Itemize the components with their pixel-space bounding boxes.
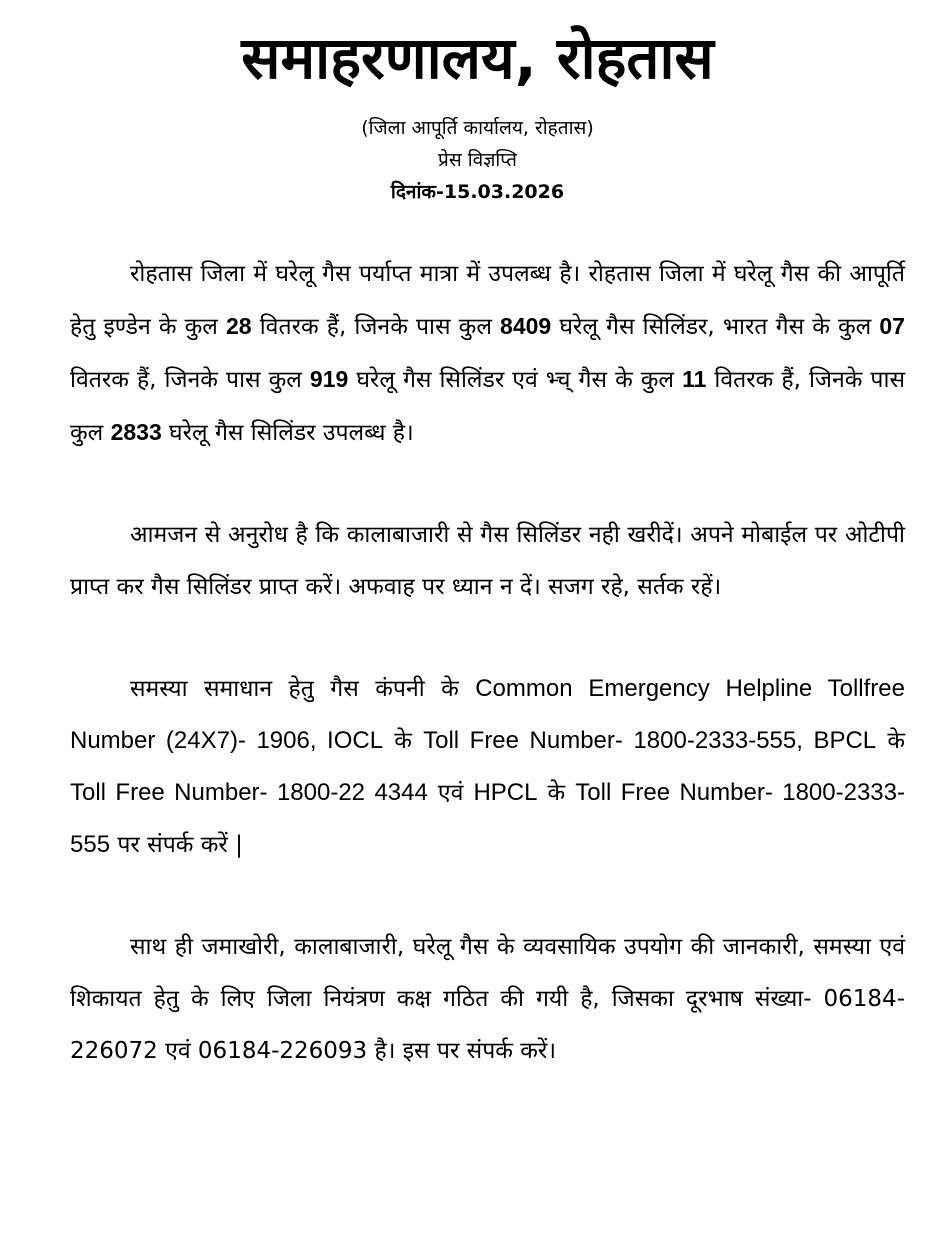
release-date: दिनांक-15.03.2026 xyxy=(390,181,565,203)
para1-text-7: घरेलू गैस सिलिंडर उपलब्ध है। xyxy=(161,420,414,446)
para1-text-6: वितरक हैं, जिनके पास कुल xyxy=(70,367,905,446)
para3-text-2: के xyxy=(383,728,424,754)
document-type: प्रेस विज्ञप्ति xyxy=(438,149,517,171)
document-title: समाहरणालय, रोहतास xyxy=(241,24,714,92)
paragraph-control-room xyxy=(70,921,905,1077)
indane-cylinder-count: 8409 xyxy=(500,313,552,339)
hpcl-tollfree-number: Toll Free Number- 1800-2333-555 xyxy=(70,779,905,858)
para1-text-5: घरेलू गैस सिलिंडर एवं भ्च् गैस के कुल xyxy=(348,367,683,393)
paragraph-gas-availability xyxy=(70,248,905,459)
para1-text-2: वितरक हैं, जिनके पास कुल xyxy=(251,314,501,340)
para2-text: आमजन से अनुरोध है कि कालाबाजारी से गैस सिलिंडर नही खरीदें। अपने मोबाईल पर ओटीपी प्राप्त कर गैस सिलिंडर प्राप्त करें। अफवाह पर ध्यान न दें। सजग रहे, सर्तक रहें। xyxy=(70,522,905,600)
paragraph-helpline-numbers xyxy=(70,663,905,871)
para3-text-4: एवं xyxy=(427,780,474,806)
indane-distributor-count: 28 xyxy=(226,313,252,339)
para3-text-6: पर संपर्क करें | xyxy=(110,832,243,858)
hpcl-label: HPCL xyxy=(473,779,538,806)
paragraph-public-appeal xyxy=(70,509,905,613)
hp-distributor-count: 11 xyxy=(682,366,707,392)
para3-text-1: समस्या समाधान हेतु गैस कंपनी के xyxy=(130,676,476,702)
hp-cylinder-count: 2833 xyxy=(110,419,162,445)
bpcl-tollfree-number: Toll Free Number- 1800-22 4344 xyxy=(70,779,428,806)
para3-text-3: के xyxy=(876,728,905,754)
para4-text: साथ ही जमाखोरी, कालाबाजारी, घरेलू गैस के व्यवसायिक उपयोग की जानकारी, समस्या एवं शिकायत हेतु के लिए जिला नियंत्रण कक्ष गठित की गयी है, जिसका दूरभाष संख्या- 06184-226072 एवं 06184-226093 है। इस पर संपर्क करें। xyxy=(70,934,905,1064)
common-helpline-number: Common Emergency Helpline Tollfree Number (24X7)- 1906, IOCL xyxy=(70,675,905,754)
para1-text-4: वितरक हैं, जिनके पास कुल xyxy=(70,367,310,393)
bharat-cylinder-count: 919 xyxy=(309,366,349,392)
para1-text-1: रोहतास जिला में घरेलू गैस पर्याप्त मात्रा में उपलब्ध है। रोहतास जिला में घरेलू गैस की आपूर्ति हेतु इण्डेन के कुल xyxy=(70,261,905,340)
office-name: (जिला आपूर्ति कार्यालय, रोहतास) xyxy=(361,117,594,139)
iocl-tollfree-number: Toll Free Number- 1800-2333-555, BPCL xyxy=(423,727,877,754)
bharat-distributor-count: 07 xyxy=(879,313,905,339)
para3-text-5: के xyxy=(537,780,576,806)
para1-text-3: घरेलू गैस सिलिंडर, भारत गैस के कुल xyxy=(551,314,880,340)
